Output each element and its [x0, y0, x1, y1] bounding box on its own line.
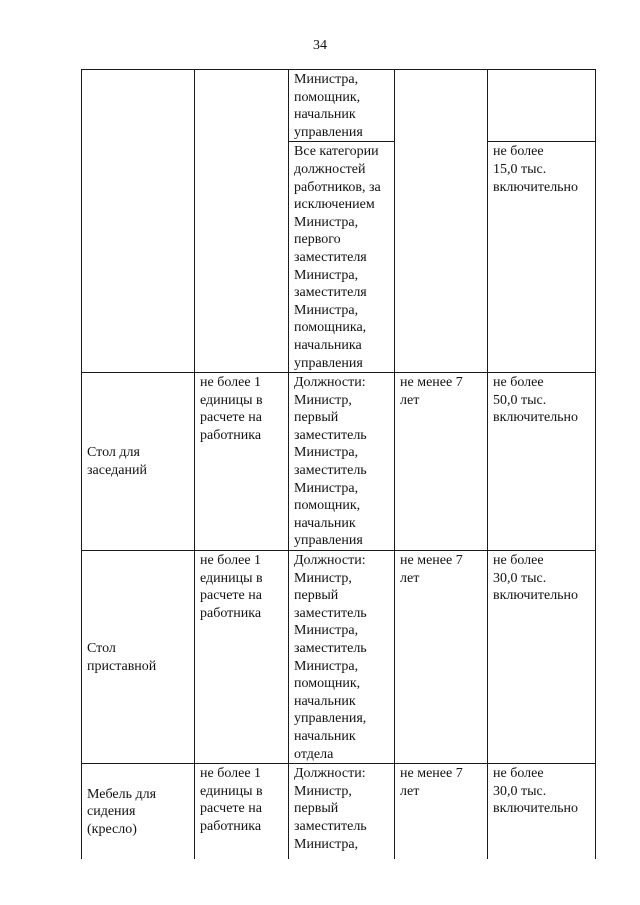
positions-line: начальник: [294, 728, 356, 744]
positions-line: Министра,: [294, 72, 359, 87]
norm-line: расчете на: [200, 588, 262, 604]
positions-line: первый: [294, 588, 339, 604]
norm-line: расчете на: [200, 801, 262, 817]
positions-line: помощник,: [294, 89, 361, 105]
norm-line: не более 1: [200, 766, 262, 782]
item-cell: [82, 70, 195, 373]
positions-line: заместитель: [294, 427, 367, 443]
table-row: [82, 70, 596, 142]
price-line: включительно: [493, 801, 579, 817]
positions-line: Министра,: [294, 836, 359, 852]
item-cell: [82, 373, 195, 551]
positions-line: помощник,: [294, 498, 361, 514]
positions-line: Министра,: [294, 445, 359, 461]
positions-line: работников, за: [294, 179, 381, 195]
positions-line: помощник,: [294, 676, 361, 692]
price-line: включительно: [493, 179, 579, 195]
positions-cell: [289, 551, 395, 764]
positions-line: первый: [294, 801, 339, 817]
page-number: 34: [313, 38, 327, 53]
term-cell: [395, 373, 488, 551]
table-row: [82, 373, 596, 551]
positions-cell: [289, 70, 395, 142]
norm-cell: [195, 70, 289, 373]
price-line: не более: [493, 144, 544, 160]
norm-line: не более 1: [200, 375, 262, 391]
positions-line: Министра,: [294, 214, 359, 230]
norm-cell: [195, 373, 289, 551]
positions-line: заместителя: [294, 249, 367, 265]
price-cell: [488, 551, 596, 764]
table-row: [82, 551, 596, 764]
price-cell: [488, 142, 596, 373]
positions-line: первый: [294, 410, 339, 426]
price-cell: [488, 373, 596, 551]
price-cell: [488, 764, 596, 859]
term-cell: [395, 551, 488, 764]
norm-line: работника: [200, 605, 262, 621]
term-line: не менее 7: [400, 766, 463, 782]
positions-line: Все категории: [294, 144, 379, 160]
norm-line: единицы в: [200, 570, 263, 586]
positions-line: управления: [294, 533, 363, 549]
positions-line: помощника,: [294, 320, 367, 336]
positions-line: первого: [294, 232, 341, 248]
positions-line: Министра,: [294, 302, 359, 318]
item-line: заседаний: [87, 463, 147, 479]
positions-line: Министр,: [294, 392, 352, 408]
positions-line: управления,: [294, 711, 367, 727]
positions-line: заместитель: [294, 818, 367, 834]
term-line: не менее 7: [400, 553, 463, 569]
term-line: лет: [400, 570, 420, 586]
positions-line: исключением: [294, 197, 375, 213]
item-line: сидения: [87, 804, 136, 820]
term-line: лет: [400, 392, 420, 408]
positions-line: начальник: [294, 515, 356, 531]
positions-line: заместитель: [294, 641, 367, 656]
positions-line: управления: [294, 124, 363, 140]
norm-line: работника: [200, 427, 262, 443]
table-row: [82, 764, 596, 859]
item-cell: [82, 551, 195, 764]
item-line: приставной: [87, 658, 157, 674]
norm-line: расчете на: [200, 410, 262, 426]
norm-line: работника: [200, 818, 262, 834]
price-line: не более: [493, 553, 544, 569]
positions-line: начальника: [294, 337, 362, 353]
term-cell: [395, 764, 488, 859]
price-line: не более: [493, 766, 544, 782]
positions-line: начальник: [294, 693, 356, 709]
price-cell: [488, 70, 596, 142]
norm-line: единицы в: [200, 783, 263, 799]
positions-line: Должности:: [294, 375, 366, 391]
positions-cell: [289, 764, 395, 859]
term-line: лет: [400, 783, 420, 799]
term-cell: [395, 70, 488, 373]
positions-line: Министра,: [294, 480, 359, 496]
price-line: не более: [493, 375, 544, 391]
positions-cell: [289, 373, 395, 551]
positions-line: Министра,: [294, 623, 359, 639]
item-line: Стол для: [87, 445, 140, 461]
item-line: Стол: [87, 641, 116, 656]
price-line: включительно: [493, 410, 579, 426]
price-line: 30,0 тыс.: [493, 570, 547, 586]
positions-line: Должности:: [294, 766, 366, 782]
positions-line: Должности:: [294, 553, 366, 569]
positions-line: Министр,: [294, 570, 352, 586]
positions-line: заместитель: [294, 463, 367, 479]
norm-cell: [195, 764, 289, 859]
item-line: (кресло): [87, 821, 137, 837]
norm-line: не более 1: [200, 553, 262, 569]
positions-line: начальник: [294, 107, 356, 123]
positions-line: Министр,: [294, 783, 352, 799]
positions-line: должностей: [294, 161, 366, 177]
positions-line: Министра,: [294, 267, 359, 283]
positions-line: Министра,: [294, 658, 359, 674]
price-line: 30,0 тыс.: [493, 783, 547, 799]
norm-line: единицы в: [200, 392, 263, 408]
positions-line: заместителя: [294, 285, 367, 301]
term-line: не менее 7: [400, 375, 463, 391]
positions-line: отдела: [294, 746, 334, 762]
positions-line: заместитель: [294, 605, 367, 621]
price-line: 15,0 тыс.: [493, 161, 547, 177]
norm-cell: [195, 551, 289, 764]
item-line: Мебель для: [87, 786, 157, 802]
furniture-norms-table: [81, 69, 596, 859]
positions-line: управления: [294, 355, 363, 371]
price-line: 50,0 тыс.: [493, 392, 547, 408]
item-cell: [82, 764, 195, 859]
positions-cell: [289, 142, 395, 373]
price-line: включительно: [493, 588, 579, 604]
